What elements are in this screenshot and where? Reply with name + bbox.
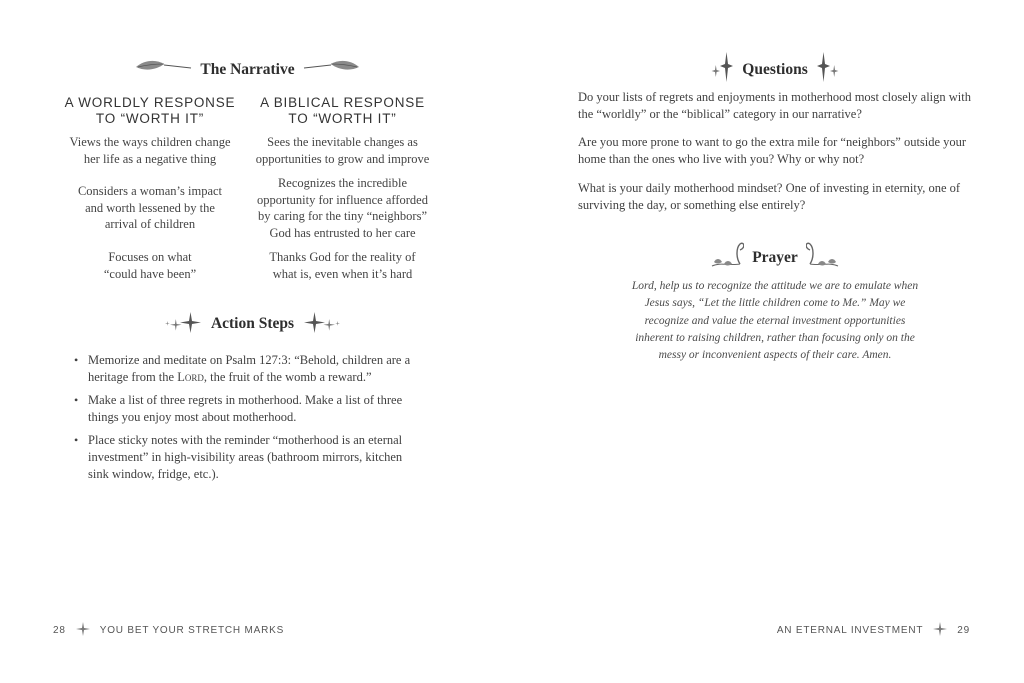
list-item bbox=[72, 432, 417, 483]
questions-title: Questions bbox=[742, 60, 808, 78]
prayer-heading bbox=[695, 240, 855, 275]
worldly-item-line: and worth lessened by the bbox=[85, 200, 215, 215]
worldly-item-line: Views the ways children change bbox=[69, 135, 231, 149]
biblical-item-line: what is, even when it’s hard bbox=[272, 266, 413, 281]
worldly-heading-line-2: TO “WORTH IT” bbox=[95, 111, 205, 126]
flourish-right-icon bbox=[806, 240, 844, 275]
action-steps-list bbox=[72, 352, 417, 489]
worldly-item-line: her life as a negative thing bbox=[83, 151, 217, 166]
list-item bbox=[72, 352, 417, 386]
feather-left-icon bbox=[134, 58, 192, 81]
question-item: Do your lists of regrets and enjoyments in motherhood most closely align with the “worldly” or the “biblical” category in our narrative? bbox=[578, 90, 971, 121]
sparkle-icon bbox=[76, 622, 90, 639]
worldly-item-line: Considers a woman’s impact bbox=[77, 184, 223, 198]
question-item: What is your daily motherhood mindset? One of investing in eternity, one of surviving the day, or something else entirely? bbox=[578, 181, 961, 212]
sparkle-icon bbox=[933, 622, 947, 639]
biblical-item-line: Recognizes the incredible bbox=[277, 176, 408, 190]
biblical-item-line: opportunity for influence afforded bbox=[257, 192, 428, 207]
sparkle-left-icon bbox=[163, 308, 203, 339]
running-head-chapter-title: AN ETERNAL INVESTMENT bbox=[776, 625, 924, 636]
worldly-item bbox=[55, 249, 245, 282]
worldly-heading-line-1: A WORLDLY RESPONSE bbox=[64, 95, 236, 110]
page-number: 28 bbox=[53, 625, 66, 636]
running-head-book-title: YOU BET YOUR STRETCH MARKS bbox=[99, 625, 285, 636]
sparkle-right-icon bbox=[816, 50, 842, 89]
worldly-column-heading bbox=[55, 95, 245, 127]
right-footer bbox=[777, 622, 970, 639]
left-footer bbox=[53, 622, 284, 639]
sparkle-right-icon bbox=[302, 308, 342, 339]
biblical-item-line: by caring for the tiny “neighbors” bbox=[257, 209, 428, 223]
prayer-title: Prayer bbox=[752, 248, 798, 266]
biblical-heading-line-1: A BIBLICAL RESPONSE bbox=[260, 95, 425, 110]
worldly-item bbox=[55, 183, 245, 233]
feather-right-icon bbox=[303, 58, 361, 81]
list-item bbox=[72, 392, 417, 426]
questions-heading bbox=[700, 50, 850, 89]
biblical-item bbox=[245, 134, 440, 167]
flourish-left-icon bbox=[706, 240, 744, 275]
action-steps-title: Action Steps bbox=[210, 314, 295, 332]
sparkle-left-icon bbox=[708, 50, 734, 89]
question-item: Are you more prone to want to go the extra mile for “neighbors” outside your home than the ones who live with you? Why or why not? bbox=[578, 135, 967, 166]
biblical-item-line: opportunities to grow and improve bbox=[255, 151, 430, 166]
worldly-item-line: Focuses on what bbox=[108, 250, 192, 264]
narrative-heading bbox=[130, 58, 365, 81]
biblical-item bbox=[245, 249, 440, 282]
biblical-item bbox=[245, 175, 440, 241]
list-item-text: Make a list of three regrets in motherhood. Make a list of three things you enjoy most about motherhood. bbox=[88, 393, 403, 424]
biblical-item-line: God has entrusted to her care bbox=[269, 225, 416, 240]
prayer-text: Lord, help us to recognize the attitude we are to emulate when Jesus says, “Let the little children come to Me.” May we recognize and value the eternal investment opportunities inherent to raising children, rather than focusing only on the messy or inconvenient aspects of their care. Amen. bbox=[631, 280, 919, 362]
worldly-item-line: arrival of children bbox=[104, 217, 196, 231]
list-item-text: Place sticky notes with the reminder “motherhood is an eternal investment” in high-visibility areas (bathroom mirrors, kitchen sink window, fridge, etc.). bbox=[88, 433, 403, 481]
worldly-item bbox=[55, 134, 245, 167]
action-steps-heading bbox=[140, 308, 365, 339]
list-item-text: , the fruit of the womb a reward.” bbox=[203, 370, 372, 384]
biblical-item-line: Sees the inevitable changes as bbox=[267, 135, 418, 149]
worldly-item-line: “could have been” bbox=[103, 266, 197, 281]
biblical-heading-line-2: TO “WORTH IT” bbox=[288, 111, 397, 126]
biblical-item-line: Thanks God for the reality of bbox=[269, 250, 416, 264]
narrative-title: The Narrative bbox=[200, 60, 295, 78]
list-item-smallcaps: Lord bbox=[177, 370, 204, 384]
list-item-text: Memorize and meditate on Psalm 127:3: “Behold, children are a heritage from the bbox=[88, 353, 411, 384]
page-number: 29 bbox=[957, 625, 970, 636]
biblical-column-heading bbox=[245, 95, 440, 127]
